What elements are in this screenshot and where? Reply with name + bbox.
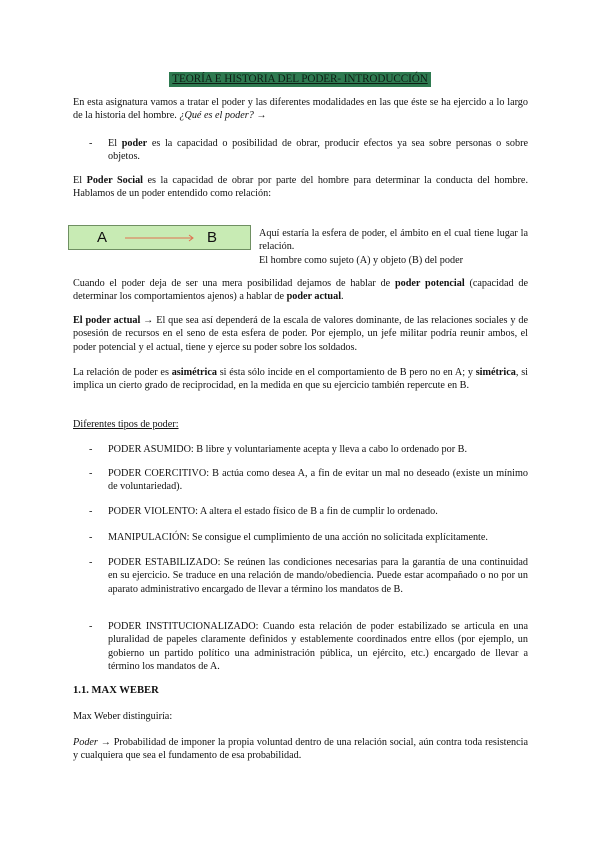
poder-post: es la capacidad o posibilidad de obrar, producir efectos ya sea sobre personas o sobre objetos. [108, 138, 528, 163]
diagram-label-b: B [207, 229, 218, 246]
bullet-dash: - [89, 468, 93, 479]
poder-definition [89, 137, 528, 164]
relacion-paragraph [73, 366, 528, 393]
title-wrap [0, 72, 600, 87]
list-item [89, 467, 528, 494]
list-item [89, 443, 528, 456]
list-item [89, 505, 528, 518]
weber-intro: Max Weber distinguiría: [73, 711, 173, 722]
poder-definition-text [108, 137, 528, 164]
list-item-text: PODER VIOLENTO: A altera el estado físico de B a fin de cumplir lo ordenado. [108, 506, 438, 517]
bullet-dash: - [89, 138, 93, 149]
relacion-mid: si ésta sólo incide en el comportamiento de B pero no en A; y [219, 367, 473, 378]
bullet-dash: - [89, 444, 93, 455]
intro-question: ¿Qué es el poder? → [179, 110, 267, 122]
simetrica-term: simétrica [475, 367, 516, 378]
potencial-mid: (capacidad de determinar los comportamientos ajenos) a hablar de [73, 278, 529, 303]
poder-social-term: Poder Social [86, 175, 143, 186]
list-item [89, 531, 528, 544]
relacion-pre: La relación de poder es [73, 367, 169, 378]
poder-pre: El [108, 138, 118, 149]
intro-text: En esta asignatura vamos a tratar el poder y las diferentes modalidades en las que éste se ha ejercido a lo largo de la historia del hombre. [73, 97, 528, 122]
weber-post: → Probabilidad de imponer la propia voluntad dentro de una relación social, aún contra toda resistencia y cualquiera que sea el fundamento de esa probabilidad. [73, 737, 529, 762]
relation-diagram [68, 225, 251, 250]
list-item-text: PODER ESTABILIZADO: Se reúnen las condiciones necesarias para la garantía de una continuidad en su ejercicio. Se traduce en una relación de mando/obediencia. Puede estar acompañado o no por un aparato administrativo encargado de llevar a término los mandatos de B. [108, 557, 528, 595]
poder-potencial-term: poder potencial [394, 278, 465, 289]
poder-social-paragraph [73, 174, 528, 201]
list-item-text: PODER COERCITIVO: B actúa como desea A, a fin de evitar un mal no deseado (existe un mínimo de voluntariedad). [108, 468, 528, 493]
potencial-paragraph [73, 277, 528, 304]
poder-actual-term: poder actual [286, 291, 342, 303]
potencial-pre: Cuando el poder deja de ser una mera posibilidad dejamos de hablar de [73, 278, 391, 289]
actual-term: El poder actual [73, 315, 141, 326]
tipos-heading: Diferentes tipos de poder: [73, 419, 179, 430]
actual-post: → El que sea así dependerá de la escala de valores dominante, de las relaciones sociales y de posesión de recursos en el seno de esta esfera de poder. Por ejemplo, un jefe militar podría reunir ambos, el poder potencial y el actual, tiene y ejerce su poder sobre los soldados. [73, 315, 528, 353]
poder-social-pre: El [73, 175, 83, 186]
document-title: TEORÍA E HISTORIA DEL PODER- INTRODUCCIÓN [169, 72, 430, 87]
potencial-end: . [341, 291, 344, 303]
diagram-caption-line2: El hombre como sujeto (A) y objeto (B) del poder [259, 254, 463, 266]
diagram-caption-line1: Aquí estaría la esfera de poder, el ámbito en el cual tiene lugar la relación. [259, 228, 528, 253]
list-item [89, 556, 528, 596]
bullet-dash: - [89, 506, 93, 517]
relacion-post: , si implica un cierto grado de reciprocidad, en la medida en que su ejercicio también repercute en B. [73, 367, 528, 392]
poder-term: poder [121, 138, 148, 149]
list-item-text: PODER INSTITUCIONALIZADO: Cuando esta relación de poder estabilizado se articula en una pluralidad de papeles claramente definidos y establemente coordinados entre ellos (por ejemplo, un gobierno un partido político una administración pública, un ejército, etc.) encargado de llevar a término los mandatos de A. [108, 621, 528, 673]
poder-social-post: es la capacidad de obrar por parte del hombre para determinar la conducta del hombre. Hablamos de un poder entendido como relación: [73, 175, 528, 200]
bullet-dash: - [89, 557, 93, 568]
section-heading: 1.1. MAX WEBER [73, 685, 159, 696]
bullet-dash: - [89, 532, 93, 543]
actual-paragraph [73, 314, 528, 354]
list-item [89, 620, 528, 674]
bullet-dash: - [89, 621, 93, 632]
list-item-text: MANIPULACIÓN: Se consigue el cumplimiento de una acción no solicitada explícitamente. [108, 532, 488, 543]
diagram-caption [259, 227, 528, 267]
intro-paragraph [73, 96, 528, 123]
weber-term: Poder [73, 737, 98, 748]
weber-definition [73, 736, 528, 763]
asimetrica-term: asimétrica [171, 367, 217, 378]
diagram-label-a: A [97, 229, 108, 246]
list-item-text: PODER ASUMIDO: B libre y voluntariamente acepta y lleva a cabo lo ordenado por B. [108, 444, 468, 455]
